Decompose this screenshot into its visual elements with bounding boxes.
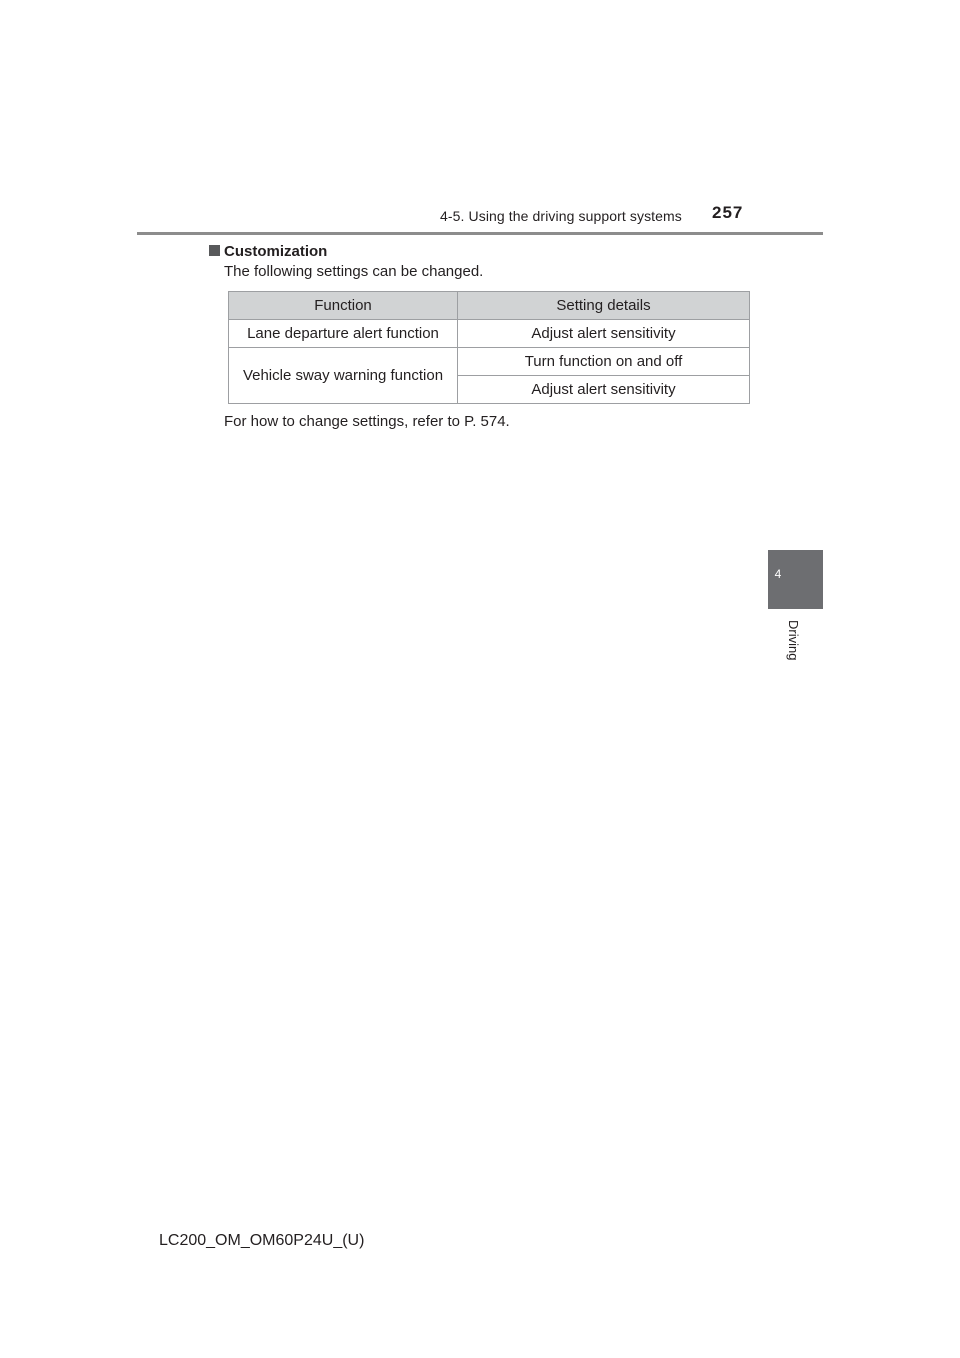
table-row <box>229 320 750 348</box>
function-cell: Lane departure alert function <box>229 320 458 348</box>
footer-document-code: LC200_OM_OM60P24U_(U) <box>159 1232 365 1249</box>
settings-reference-text: For how to change settings, refer to P. 574. <box>224 413 510 430</box>
setting-details-cell: Adjust alert sensitivity <box>458 320 750 348</box>
function-cell: Vehicle sway warning function <box>229 348 458 404</box>
table-header-row <box>229 292 750 320</box>
chapter-tab <box>768 550 823 609</box>
intro-text: The following settings can be changed. <box>224 263 484 280</box>
chapter-label: Driving <box>786 620 801 661</box>
customization-table <box>228 291 750 404</box>
chapter-number: 4 <box>774 567 782 581</box>
header-divider <box>137 232 823 235</box>
page-number: 257 <box>712 203 744 222</box>
square-bullet-icon <box>209 245 220 256</box>
section-heading-text: Customization <box>224 243 328 260</box>
column-header-function: Function <box>229 292 458 320</box>
section-heading <box>209 243 327 260</box>
column-header-setting-details: Setting details <box>458 292 750 320</box>
section-title: 4-5. Using the driving support systems <box>440 208 682 224</box>
table-row <box>229 348 750 376</box>
setting-details-cell: Adjust alert sensitivity <box>458 376 750 404</box>
setting-details-cell: Turn function on and off <box>458 348 750 376</box>
